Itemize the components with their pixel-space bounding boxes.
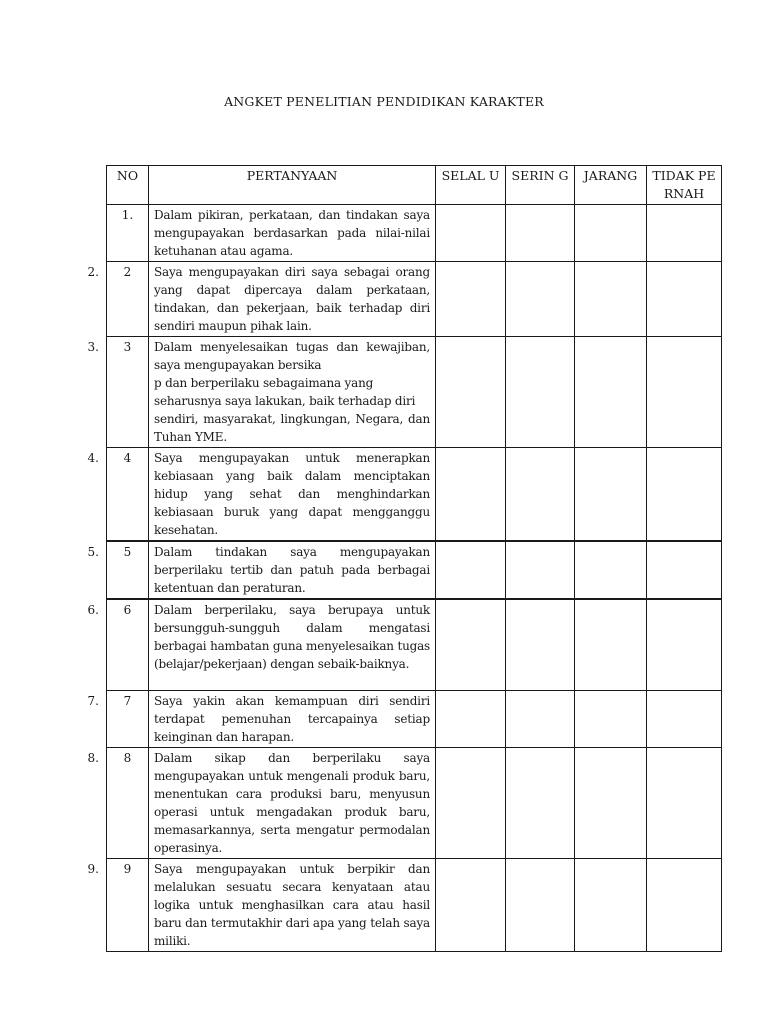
answer-tidak-pernah-cell[interactable] xyxy=(647,205,722,262)
answer-sering-cell[interactable] xyxy=(506,747,575,858)
answer-tidak-pernah-cell[interactable] xyxy=(647,262,722,337)
answer-sering-cell[interactable] xyxy=(506,337,575,448)
answer-tidak-pernah-cell[interactable] xyxy=(647,448,722,542)
table-row xyxy=(107,747,722,858)
answer-jarang-cell[interactable] xyxy=(575,747,647,858)
question-line: seharusnya saya lakukan, baik terhadap diri xyxy=(154,394,416,408)
outer-list-number: 9. xyxy=(87,861,99,876)
answer-jarang-cell[interactable] xyxy=(575,205,647,262)
table-header-row xyxy=(107,166,722,205)
header-selalu: SELAL U xyxy=(436,166,506,205)
answer-selalu-cell[interactable] xyxy=(436,262,506,337)
answer-selalu-cell[interactable] xyxy=(436,541,506,599)
question-number-text: 2 xyxy=(123,265,132,279)
header-no: NO xyxy=(107,166,149,205)
question-number xyxy=(87,262,149,337)
answer-tidak-pernah-cell[interactable] xyxy=(647,747,722,858)
question-line: Dalam sikap dan berperilaku saya mengupayakan untuk mengenali produk baru, menentukan cara produksi baru, menyusun operasi untuk mengadakan produk baru, memasarkannya, serta mengatur permodalan operasinya. xyxy=(154,750,430,855)
question-number-text: 6 xyxy=(123,603,132,617)
answer-jarang-cell[interactable] xyxy=(575,858,647,951)
answer-sering-cell[interactable] xyxy=(506,205,575,262)
answer-sering-cell[interactable] xyxy=(506,599,575,690)
answer-selalu-cell[interactable] xyxy=(436,205,506,262)
question-number xyxy=(87,541,149,599)
table-row xyxy=(107,205,722,262)
question-number xyxy=(87,599,149,690)
answer-tidak-pernah-cell[interactable] xyxy=(647,858,722,951)
table-row xyxy=(107,262,722,337)
question-number-text: 1. xyxy=(121,208,134,222)
outer-list-number: 7. xyxy=(87,693,99,708)
question-line: Saya mengupayakan untuk menerapkan kebiasaan yang baik dalam menciptakan hidup yang sehat dan menghindarkan kebiasaan buruk yang dapat mengganggu kesehatan. xyxy=(154,451,430,537)
question-line: Saya mengupayakan diri saya sebagai orang yang dapat dipercaya dalam perkataan, tindakan, dan pekerjaan, baik terhadap diri sendiri maupun pihak lain. xyxy=(154,265,430,333)
table-row xyxy=(107,541,722,599)
question-number-text: 4 xyxy=(123,451,132,465)
table-row xyxy=(107,690,722,747)
answer-sering-cell[interactable] xyxy=(506,448,575,542)
question-line: sendiri, masyarakat, lingkungan, Negara, dan Tuhan YME. xyxy=(154,412,430,444)
outer-list-number: 2. xyxy=(87,265,99,279)
survey-body xyxy=(87,205,722,952)
survey-table xyxy=(87,165,722,952)
answer-jarang-cell[interactable] xyxy=(575,599,647,690)
question-text xyxy=(149,747,436,858)
outer-list-number: 8. xyxy=(87,750,99,765)
question-line: Dalam menyelesaikan tugas dan kewajiban, saya mengupayakan bersika xyxy=(154,340,430,372)
question-number xyxy=(107,205,149,262)
answer-jarang-cell[interactable] xyxy=(575,541,647,599)
answer-jarang-cell[interactable] xyxy=(575,448,647,542)
answer-selalu-cell[interactable] xyxy=(436,337,506,448)
answer-tidak-pernah-cell[interactable] xyxy=(647,541,722,599)
table-row xyxy=(107,337,722,448)
answer-selalu-cell[interactable] xyxy=(436,747,506,858)
question-text xyxy=(149,262,436,337)
question-number-text: 5 xyxy=(123,545,132,559)
answer-selalu-cell[interactable] xyxy=(436,599,506,690)
question-text xyxy=(149,690,436,747)
answer-jarang-cell[interactable] xyxy=(575,262,647,337)
question-line: p dan berperilaku sebagaimana yang xyxy=(154,376,374,390)
question-line: Dalam pikiran, perkataan, dan tindakan saya mengupayakan berdasarkan pada nilai-nilai ketuhanan atau agama. xyxy=(154,208,430,258)
answer-tidak-pernah-cell[interactable] xyxy=(647,690,722,747)
header-tidak-pernah: TIDAK PERNAH xyxy=(647,166,722,205)
question-text xyxy=(149,448,436,542)
question-number-text: 8 xyxy=(123,750,132,765)
header-question: PERTANYAAN xyxy=(149,166,436,205)
question-line: Dalam tindakan saya mengupayakan berperilaku tertib dan patuh pada berbagai ketentuan dan peraturan. xyxy=(154,545,430,595)
question-text xyxy=(149,541,436,599)
header-sering: SERIN G xyxy=(506,166,575,205)
answer-sering-cell[interactable] xyxy=(506,858,575,951)
question-text xyxy=(149,205,436,262)
outer-list-number: 5. xyxy=(87,545,99,559)
question-number-text: 9 xyxy=(123,861,132,876)
answer-jarang-cell[interactable] xyxy=(575,337,647,448)
question-number xyxy=(87,337,149,448)
answer-selalu-cell[interactable] xyxy=(436,858,506,951)
table-row xyxy=(107,599,722,690)
question-number-text: 7 xyxy=(123,693,132,708)
answer-sering-cell[interactable] xyxy=(506,262,575,337)
question-number xyxy=(87,448,149,542)
outer-list-number: 6. xyxy=(87,603,99,617)
question-line: Saya yakin akan kemampuan diri sendiri terdapat pemenuhan tercapainya setiap keinginan dan harapan. xyxy=(154,693,430,744)
outer-list-number: 3. xyxy=(87,340,99,354)
question-number xyxy=(87,747,149,858)
answer-selalu-cell[interactable] xyxy=(436,690,506,747)
answer-selalu-cell[interactable] xyxy=(436,448,506,542)
answer-tidak-pernah-cell[interactable] xyxy=(647,337,722,448)
page-title: ANGKET PENELITIAN PENDIDIKAN KARAKTER xyxy=(224,94,544,109)
answer-sering-cell[interactable] xyxy=(506,690,575,747)
table-row xyxy=(107,448,722,542)
table-row xyxy=(107,858,722,951)
answer-sering-cell[interactable] xyxy=(506,541,575,599)
question-line: Saya mengupayakan untuk berpikir dan melalukan sesuatu secara kenyataan atau logika untuk menghasilkan cara atau hasil baru dan termutakhir dari apa yang telah saya miliki. xyxy=(154,861,430,948)
question-number xyxy=(87,858,149,951)
question-text xyxy=(149,337,436,448)
question-number-text: 3 xyxy=(123,340,132,354)
answer-tidak-pernah-cell[interactable] xyxy=(647,599,722,690)
question-number xyxy=(87,690,149,747)
question-text xyxy=(149,858,436,951)
outer-list-number: 4. xyxy=(87,451,99,465)
question-text xyxy=(149,599,436,690)
header-jarang: JARANG xyxy=(575,166,647,205)
answer-jarang-cell[interactable] xyxy=(575,690,647,747)
question-line: Dalam berperilaku, saya berupaya untuk bersungguh-sungguh dalam mengatasi berbagai hambatan guna menyelesaikan tugas (belajar/pekerjaan) dengan sebaik-baiknya. xyxy=(154,603,430,671)
